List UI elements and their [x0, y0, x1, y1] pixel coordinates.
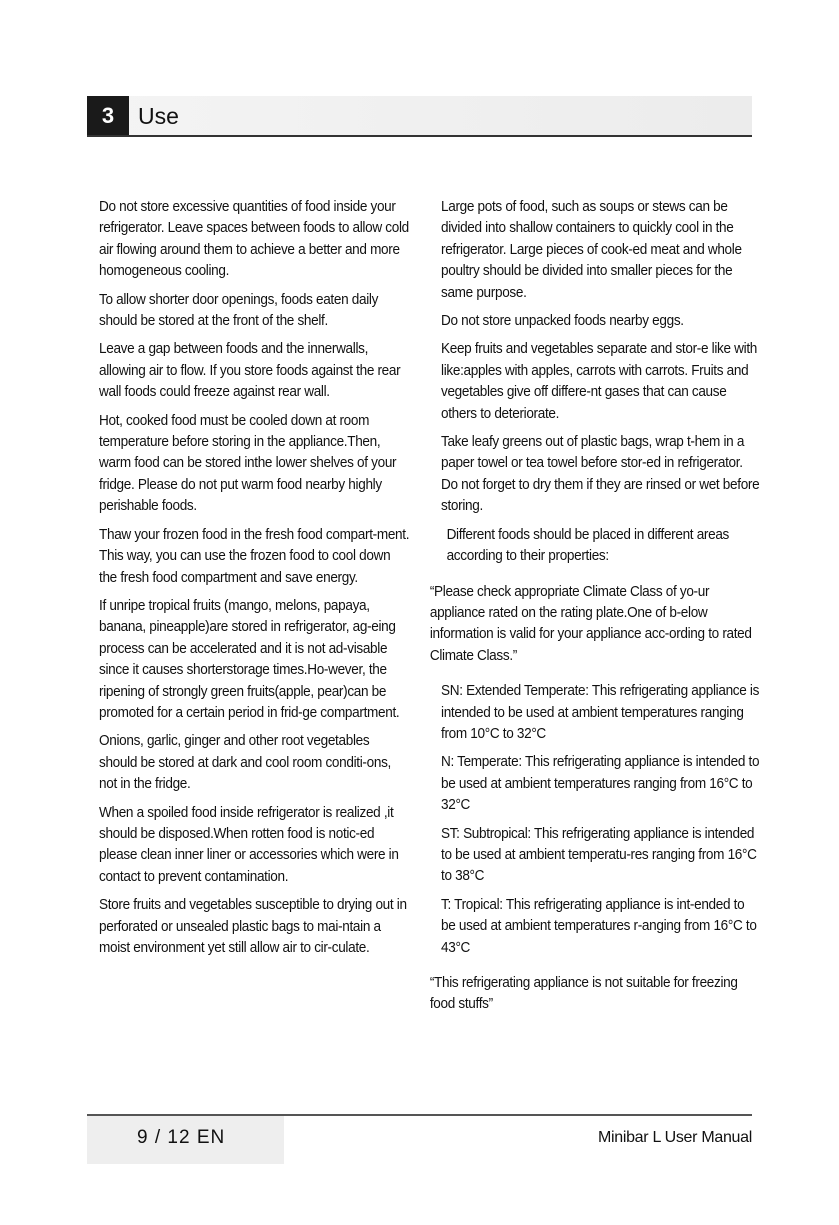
- paragraph: Leave a gap between foods and the innerwalls, allowing air to flow. If you store foods against the rear wall foods could freeze against rear wall.: [99, 341, 401, 401]
- paragraph: Take leafy greens out of plastic bags, wrap t-hem in a paper towel or tea towel before stor-ed in refrigerator. Do not forget to dry them if they are rinsed or wet before storing.: [441, 434, 760, 515]
- chapter-number: 3: [87, 96, 129, 135]
- paragraph: Hot, cooked food must be cooled down at room temperature before storing in the appliance.Then, warm food can be stored inthe lower shelves of your fridge. Please do not put warm food nearby highly perishable foods.: [99, 412, 397, 515]
- chapter-title: Use: [138, 103, 179, 129]
- freezing-note: “This refrigerating appliance is not suitable for freezing food stuffs”: [429, 975, 738, 1013]
- paragraph: Keep fruits and vegetables separate and stor-e like with like:apples with apples, carrots with carrots. Fruits and vegetables give off differe-nt gases that can cause others to deteriorate.: [441, 341, 757, 422]
- left-column: [99, 197, 410, 966]
- chapter-header: [87, 96, 752, 137]
- climate-class-sn: SN: Extended Temperate: This refrigerating appliance is intended to be used at ambient temperatures ranging from 10°C to 32°C: [441, 683, 760, 742]
- paragraph: If unripe tropical fruits (mango, melons, papaya, banana, pineapple)are stored in refrigerator, ag-eing process can be accelerated and it is not ad-visable since it causes shorterstorage times.Ho-wever, the ripening of strongly green fruits(apple, pear)can be promoted for a certain period in frid-ge compartment.: [99, 597, 400, 721]
- paragraph: Store fruits and vegetables susceptible to drying out in perforated or unsealed plastic bags to mai-ntain a moist environment yet still allow air to cir-culate.: [99, 897, 407, 956]
- paragraph: Large pots of food, such as soups or stews can be divided into shallow containers to quickly cool in the refrigerator. Large pieces of cook-ed meat and whole poultry should be divided into smaller pieces for the same purpose.: [441, 199, 742, 301]
- page-number: 9 / 12 EN: [137, 1127, 226, 1148]
- climate-class-st: ST: Subtropical: This refrigerating appliance is intended to be used at ambient temperatu-res ranging from 16°C to 38°C: [441, 825, 757, 885]
- climate-class-t: T: Tropical: This refrigerating appliance is int-ended to be used at ambient temperatures r-anging from 16°C to 43°C: [441, 896, 757, 956]
- climate-class-note: “Please check appropriate Climate Class of yo-ur appliance rated on the rating plate.One of b-elow information is valid for your appliance acc-ording to rated Climate Class.”: [429, 583, 752, 664]
- paragraph: Do not store unpacked foods nearby eggs.: [441, 313, 684, 330]
- paragraph: To allow shorter door openings, foods eaten daily should be stored at the front of the shelf.: [99, 291, 379, 330]
- manual-title: Minibar L User Manual: [597, 1129, 752, 1146]
- paragraph: Thaw your frozen food in the fresh food compart-ment. This way, you can use the frozen food to cool down the fresh food compartment and save energy.: [99, 526, 410, 586]
- climate-class-n: N: Temperate: This refrigerating appliance is intended to be used at ambient temperatures ranging from 16°C to 32°C: [441, 754, 760, 814]
- paragraph: Different foods should be placed in different areas according to their properties:: [446, 526, 730, 565]
- paragraph: When a spoiled food inside refrigerator is realized ,it should be disposed.When rotten food is notic-ed please clean inner liner or accessories which were in contact to prevent contamination.: [99, 804, 399, 885]
- paragraph: Do not store excessive quantities of food inside your refrigerator. Leave spaces between foods to allow cold air flowing around them to achieve a better and more homogeneous cooling.: [99, 199, 409, 280]
- right-column: [429, 197, 762, 1023]
- paragraph: Onions, garlic, ginger and other root vegetables should be stored at dark and cool room conditi-ons, not in the fridge.: [99, 733, 391, 793]
